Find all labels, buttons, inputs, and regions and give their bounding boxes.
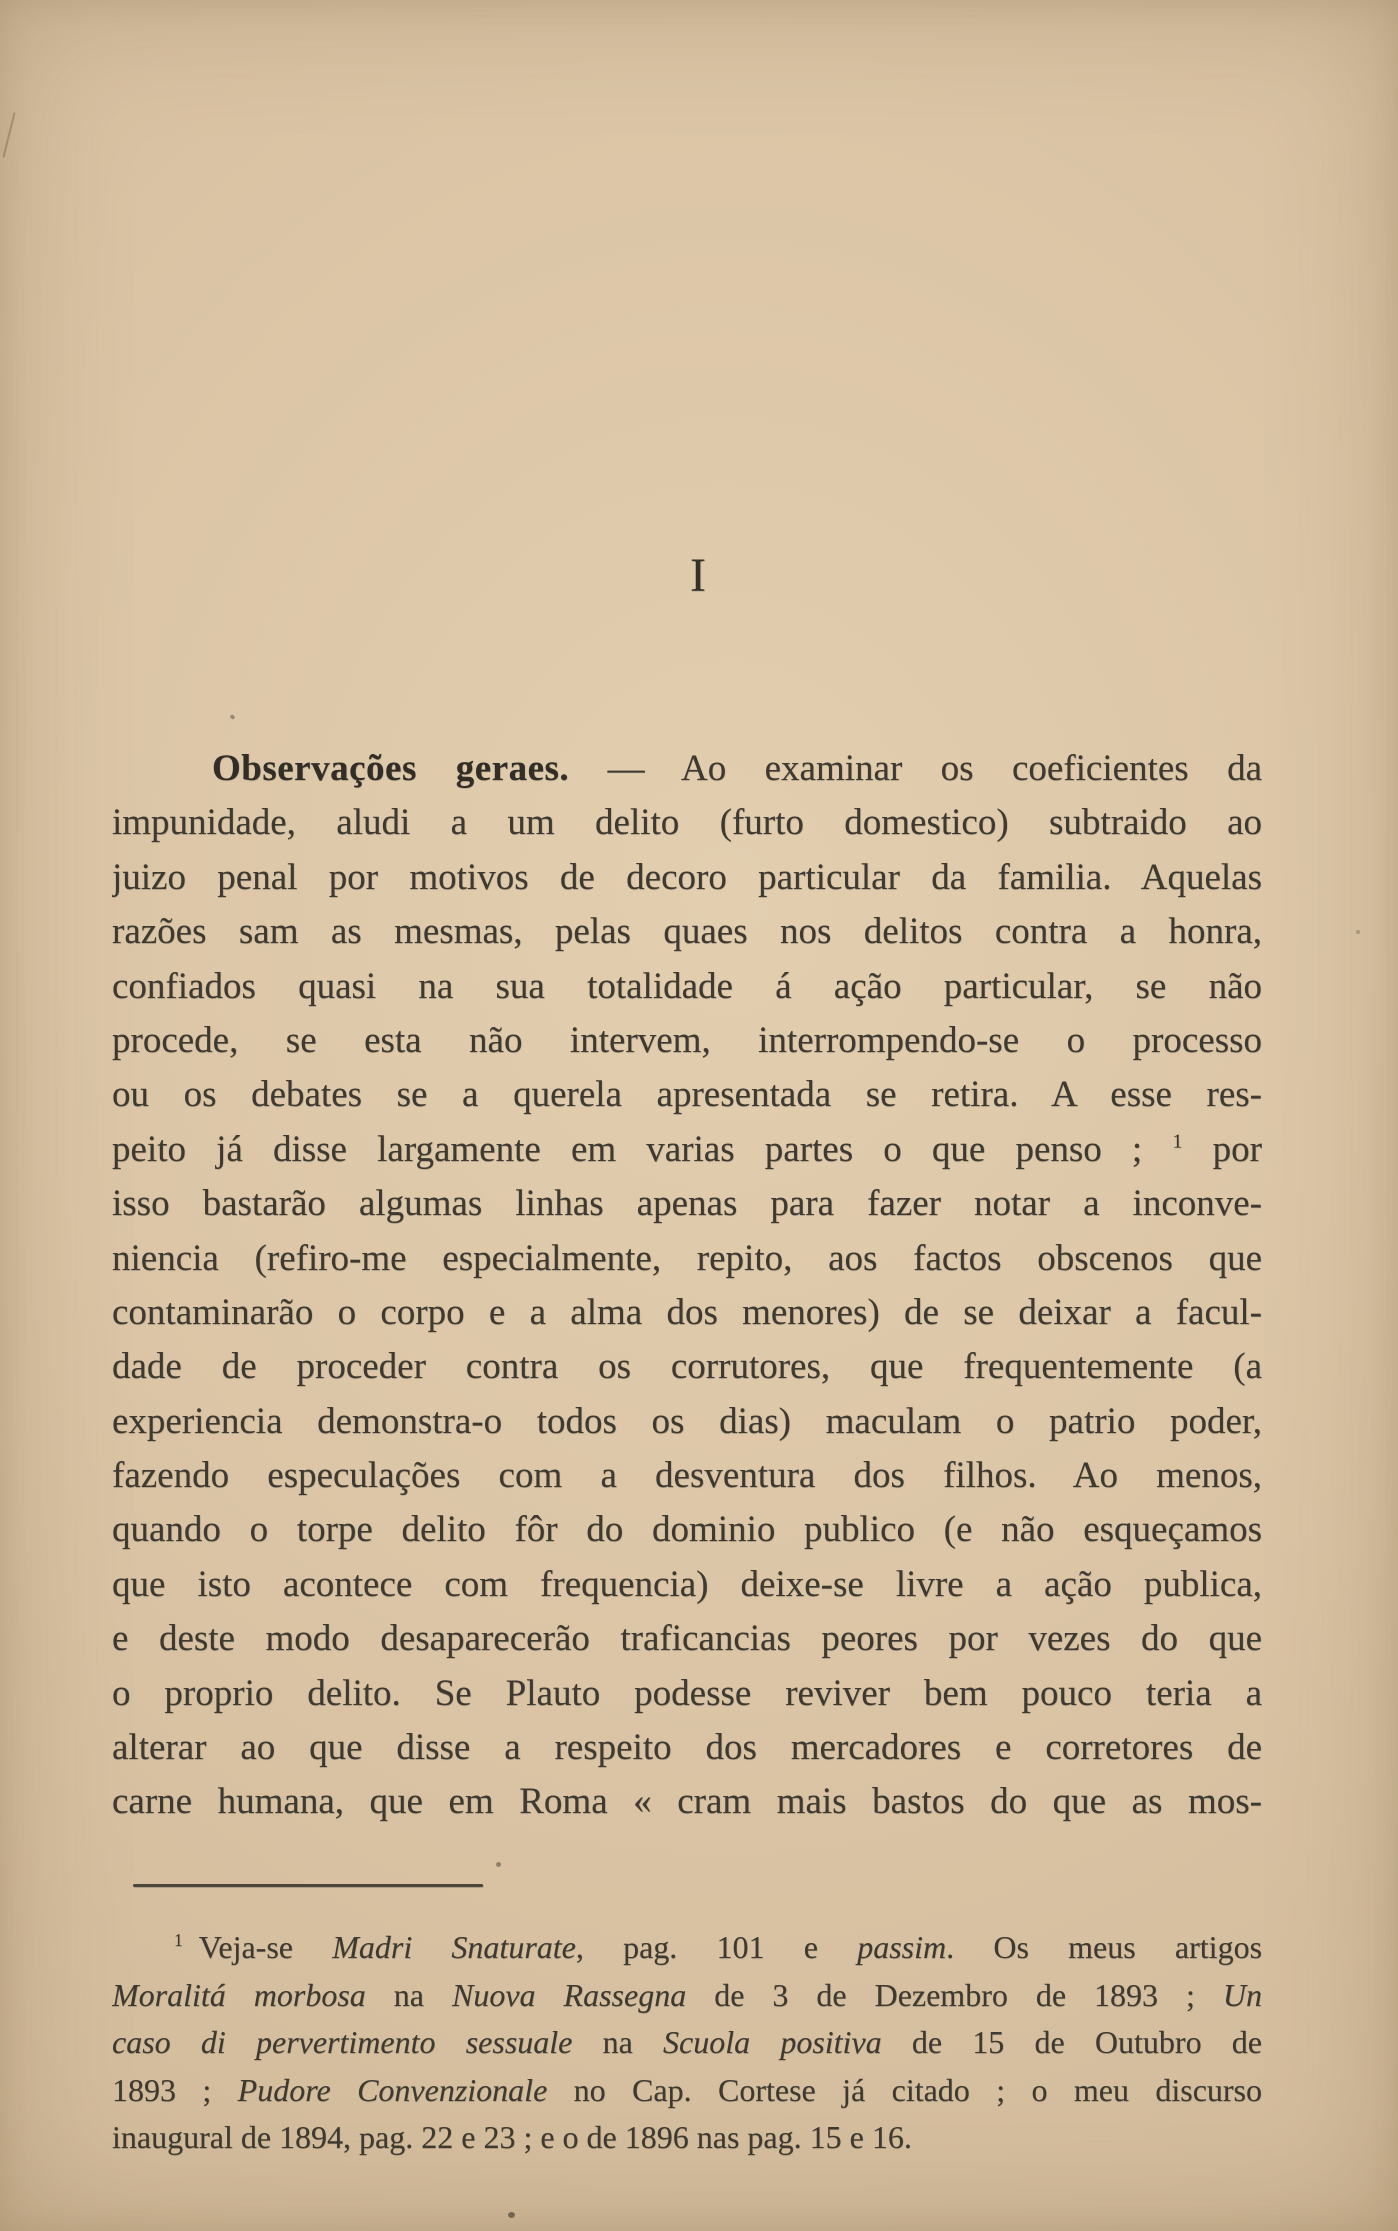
body-line [112,1721,1262,1775]
body-line [112,1612,1262,1666]
body-line [112,905,1262,959]
text-segment: carne humana, que em Roma « cram mais bastos do que as mos- [112,1781,1262,1823]
body-line [112,1340,1262,1394]
text-segment: o proprio delito. Se Plauto podesse reviver bem pouco teria a [112,1672,1262,1714]
footnote-block [112,1924,1262,2162]
body-line [112,960,1262,1014]
text-segment: Un [1222,1976,1262,2013]
text-segment: quando o torpe delito fôr do dominio publico (e não esqueçamos [112,1509,1262,1551]
paper-speck [229,714,235,720]
text-segment: peito já disse largamente em varias partes o que penso ; [112,1128,1173,1170]
text-segment: Observações geraes. [212,748,570,789]
text-segment: alterar ao que disse a respeito dos mercadores e corretores de [112,1727,1262,1769]
text-segment: Scuola positiva [663,2024,882,2060]
paper-speck [508,2212,515,2218]
paper-speck [1356,930,1360,934]
text-segment: Veja-se [198,1929,333,1965]
body-line [112,1286,1262,1340]
text-segment: inaugural de 1894, pag. 22 e 23 ; e o de 1896 nas pag. 15 e 16. [112,2119,912,2155]
text-segment: procede, se esta não intervem, interrompendo-se o processo [112,1019,1262,1061]
text-segment: confiados quasi na sua totalidade á ação particular, se não [112,965,1262,1007]
body-line [112,796,1262,850]
footnote-separator-rule [133,1884,483,1887]
text-segment: na [365,1976,452,2013]
text-segment: ou os debates se a querela apresentada se retira. A esse res- [112,1074,1262,1116]
scan-edge-mark [2,112,15,157]
footnote-line [112,2114,1262,2162]
text-segment: de 3 de Dezembro de 1893 ; [686,1976,1223,2013]
body-line [112,1123,1262,1177]
text-segment: de 15 de Outubro de [881,2024,1262,2060]
text-segment: impunidade, aludi a um delito (furto domestico) subtraido ao [112,802,1262,844]
body-line [112,1014,1262,1068]
body-line [112,1449,1262,1503]
text-segment: que isto acontece com frequencia) deixe-se livre a ação publica, [112,1563,1262,1605]
text-segment: passim [857,1929,947,1965]
footnote-line [112,2019,1262,2067]
body-line [112,1177,1262,1231]
text-segment: 1 [1172,1130,1183,1153]
text-segment: na [572,2024,663,2060]
text-segment: — Ao examinar os coeficientes da [569,748,1262,789]
text-segment: caso di pervertimento sessuale [112,2024,573,2060]
paper-speck [496,1862,501,1867]
text-segment: por [1182,1128,1262,1170]
text-segment: isso bastarão algumas linhas apenas para fazer notar a inconve- [112,1183,1262,1225]
body-line [112,1558,1262,1612]
text-segment: . Os meus artigos [946,1929,1262,1965]
text-segment: Pudore Convenzionale [237,2071,548,2108]
text-segment: e deste modo desaparecerão traficancias peores por vezes do que [112,1618,1262,1660]
body-line [112,1068,1262,1122]
body-line [112,1667,1262,1721]
text-segment: fazendo especulações com a desventura dos filhos. Ao menos, [112,1455,1262,1497]
text-segment: dade de proceder contra os corrutores, que frequentemente (a [112,1346,1262,1388]
text-segment: Moralitá morbosa [112,1976,366,2013]
text-segment: contaminarão o corpo e a alma dos menores) de se deixar a facul- [112,1291,1262,1333]
body-line [112,742,1262,796]
footnote-line [112,1972,1262,2020]
text-segment: juizo penal por motivos de decoro particular da familia. Aquelas [112,856,1262,898]
body-line [112,1775,1262,1829]
text-segment: niencia (refiro-me especialmente, repito, aos factos obscenos que [112,1237,1262,1279]
body-text-block [112,742,1262,1830]
text-segment: , pag. 101 e [575,1929,858,1965]
body-line [112,1232,1262,1286]
body-line [112,851,1262,905]
chapter-number: I [690,549,708,602]
footnote-line [112,2067,1262,2115]
text-segment: razões sam as mesmas, pelas quaes nos delitos contra a honra, [112,911,1262,953]
body-line [112,1503,1262,1557]
footnote-line [112,1924,1262,1972]
text-segment: experiencia demonstra-o todos os dias) maculam o patrio poder, [112,1400,1262,1442]
text-segment: Nuova Rassegna [452,1976,687,2013]
text-segment: Madri Snaturate [332,1929,576,1965]
text-segment: no Cap. Cortese já citado ; o meu discurso [547,2071,1262,2108]
text-segment: 1 [174,1930,183,1951]
body-line [112,1395,1262,1449]
text-segment: 1893 ; [112,2071,238,2108]
